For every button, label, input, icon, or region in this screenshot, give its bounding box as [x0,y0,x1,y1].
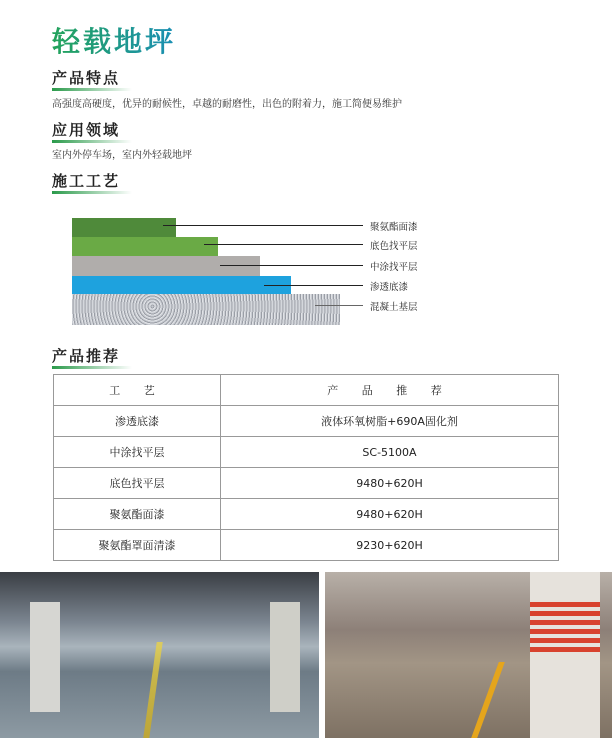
application-text: 室内外停车场，室内外轻载地坪 [52,150,192,161]
recommend-table [53,374,559,561]
table-row: 底色找平层 9480+620H [54,468,559,499]
parking-garage-photo-1 [0,572,319,738]
features-heading: 产品特点 [52,69,121,87]
table-row: 聚氨酯罩面清漆 9230+620H [54,530,559,561]
layer-label: 渗透底漆 [370,282,409,293]
table-row: 渗透底漆 液体环氧树脂+690A固化剂 [54,406,559,437]
layer-label: 中涂找平层 [370,262,418,273]
top-coat-layer [72,218,176,237]
page-title: 轻载地坪 [52,20,176,60]
primer-layer [72,276,291,294]
table-row: 聚氨酯面漆 9480+620H [54,499,559,530]
application-heading: 应用领域 [52,121,121,139]
layer-label: 聚氨酯面漆 [370,222,418,233]
features-text: 高强度高硬度，优异的耐候性，卓越的耐磨性，出色的附着力，施工简便易维护 [52,99,402,110]
process-heading: 施工工艺 [52,172,121,190]
parking-garage-photo-2 [325,572,612,738]
base-level-layer [72,237,218,256]
table-header: 工 艺 产 品 推 荐 [54,375,559,406]
layer-label: 混凝土基层 [370,302,418,313]
mid-coat-layer [72,256,260,276]
recommend-heading: 产品推荐 [52,347,121,365]
concrete-layer [72,294,340,325]
layer-label: 底色找平层 [370,241,418,252]
table-row: 中涂找平层 SC-5100A [54,437,559,468]
